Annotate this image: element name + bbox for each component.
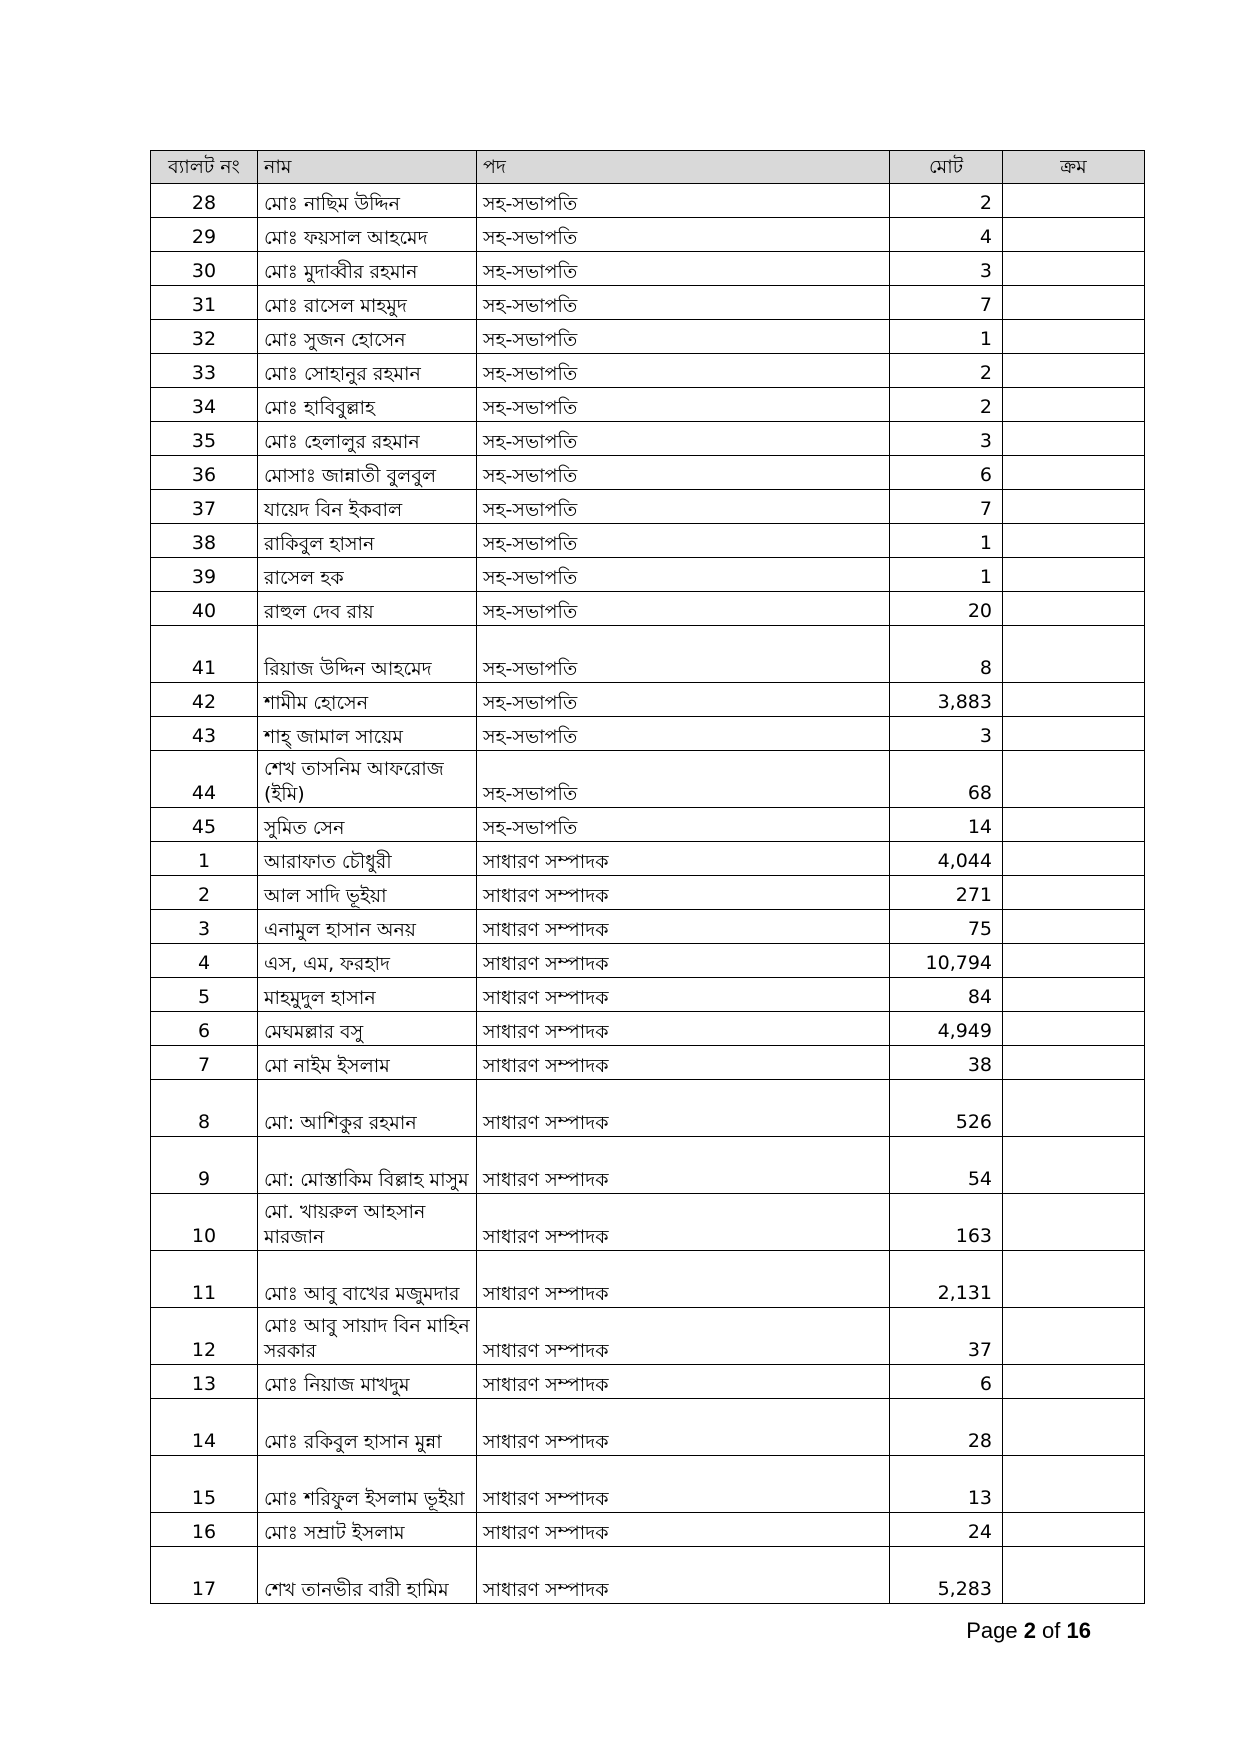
table-row bbox=[151, 524, 1145, 558]
ballot-cell: 35 bbox=[151, 422, 258, 456]
rank-cell bbox=[1003, 944, 1145, 978]
total-cell: 84 bbox=[890, 978, 1003, 1012]
total-cell: 3 bbox=[890, 422, 1003, 456]
post-cell: সহ-সভাপতি bbox=[477, 388, 890, 422]
post-cell: সহ-সভাপতি bbox=[477, 184, 890, 218]
table-row bbox=[151, 717, 1145, 751]
table-row bbox=[151, 320, 1145, 354]
rank-cell bbox=[1003, 1012, 1145, 1046]
post-cell: সাধারণ সম্পাদক bbox=[477, 910, 890, 944]
rank-cell bbox=[1003, 1194, 1145, 1251]
post-cell: সহ-সভাপতি bbox=[477, 218, 890, 252]
table-row bbox=[151, 978, 1145, 1012]
total-cell: 10,794 bbox=[890, 944, 1003, 978]
table-row bbox=[151, 876, 1145, 910]
table-row bbox=[151, 1365, 1145, 1399]
ballot-cell: 40 bbox=[151, 592, 258, 626]
total-cell: 3 bbox=[890, 252, 1003, 286]
total-cell: 75 bbox=[890, 910, 1003, 944]
total-cell: 526 bbox=[890, 1080, 1003, 1137]
total-cell: 37 bbox=[890, 1308, 1003, 1365]
rank-cell bbox=[1003, 717, 1145, 751]
ballot-cell: 9 bbox=[151, 1137, 258, 1194]
name-cell: শেখ তাসনিম আফরোজ (ইমি) bbox=[258, 751, 477, 808]
post-cell: সহ-সভাপতি bbox=[477, 558, 890, 592]
rank-cell bbox=[1003, 1456, 1145, 1513]
table-row bbox=[151, 751, 1145, 808]
ballot-cell: 12 bbox=[151, 1308, 258, 1365]
rank-cell bbox=[1003, 1046, 1145, 1080]
rank-cell bbox=[1003, 1547, 1145, 1604]
header-name: নাম bbox=[258, 151, 477, 184]
name-cell: যায়েদ বিন ইকবাল bbox=[258, 490, 477, 524]
ballot-cell: 34 bbox=[151, 388, 258, 422]
ballot-cell: 31 bbox=[151, 286, 258, 320]
post-cell: সাধারণ সম্পাদক bbox=[477, 978, 890, 1012]
rank-cell bbox=[1003, 388, 1145, 422]
ballot-cell: 43 bbox=[151, 717, 258, 751]
name-cell: মো: মোস্তাকিম বিল্লাহ মাসুম bbox=[258, 1137, 477, 1194]
ballot-cell: 1 bbox=[151, 842, 258, 876]
name-cell: মোসাঃ জান্নাতী বুলবুল bbox=[258, 456, 477, 490]
table-row bbox=[151, 944, 1145, 978]
post-cell: সাধারণ সম্পাদক bbox=[477, 1513, 890, 1547]
post-cell: সহ-সভাপতি bbox=[477, 524, 890, 558]
table-row bbox=[151, 1012, 1145, 1046]
name-cell: রাসেল হক bbox=[258, 558, 477, 592]
rank-cell bbox=[1003, 524, 1145, 558]
rank-cell bbox=[1003, 1137, 1145, 1194]
table-row bbox=[151, 592, 1145, 626]
ballot-cell: 42 bbox=[151, 683, 258, 717]
post-cell: সহ-সভাপতি bbox=[477, 683, 890, 717]
table-row bbox=[151, 184, 1145, 218]
name-cell: মোঃ রকিবুল হাসান মুন্না bbox=[258, 1399, 477, 1456]
table-row bbox=[151, 422, 1145, 456]
table-row bbox=[151, 1456, 1145, 1513]
ballot-cell: 45 bbox=[151, 808, 258, 842]
name-cell: এস, এম, ফরহাদ bbox=[258, 944, 477, 978]
total-cell: 5,283 bbox=[890, 1547, 1003, 1604]
name-cell: আল সাদি ভূইয়া bbox=[258, 876, 477, 910]
total-cell: 38 bbox=[890, 1046, 1003, 1080]
post-cell: সহ-সভাপতি bbox=[477, 320, 890, 354]
total-cell: 1 bbox=[890, 524, 1003, 558]
total-cell: 6 bbox=[890, 456, 1003, 490]
table-header-row bbox=[151, 151, 1145, 184]
name-cell: রাকিবুল হাসান bbox=[258, 524, 477, 558]
table-row bbox=[151, 456, 1145, 490]
table-row bbox=[151, 558, 1145, 592]
name-cell: মোঃ ফয়সাল আহমেদ bbox=[258, 218, 477, 252]
ballot-cell: 11 bbox=[151, 1251, 258, 1308]
name-cell: মোঃ আবু বাখের মজুমদার bbox=[258, 1251, 477, 1308]
total-cell: 54 bbox=[890, 1137, 1003, 1194]
rank-cell bbox=[1003, 1080, 1145, 1137]
name-cell: শামীম হোসেন bbox=[258, 683, 477, 717]
ballot-cell: 13 bbox=[151, 1365, 258, 1399]
ballot-cell: 4 bbox=[151, 944, 258, 978]
name-cell: মোঃ আবু সায়াদ বিন মাহিন সরকার bbox=[258, 1308, 477, 1365]
total-cell: 2 bbox=[890, 388, 1003, 422]
name-cell: মোঃ রাসেল মাহমুদ bbox=[258, 286, 477, 320]
ballot-cell: 39 bbox=[151, 558, 258, 592]
table-row bbox=[151, 683, 1145, 717]
post-cell: সাধারণ সম্পাদক bbox=[477, 1365, 890, 1399]
table-row bbox=[151, 388, 1145, 422]
ballot-cell: 14 bbox=[151, 1399, 258, 1456]
results-table bbox=[150, 150, 1145, 1604]
name-cell: মোঃ নাছিম উদ্দিন bbox=[258, 184, 477, 218]
post-cell: সাধারণ সম্পাদক bbox=[477, 1194, 890, 1251]
post-cell: সাধারণ সম্পাদক bbox=[477, 1137, 890, 1194]
table-row bbox=[151, 218, 1145, 252]
total-cell: 28 bbox=[890, 1399, 1003, 1456]
name-cell: মোঃ সম্রাট ইসলাম bbox=[258, 1513, 477, 1547]
table-row bbox=[151, 286, 1145, 320]
ballot-cell: 41 bbox=[151, 626, 258, 683]
table-body bbox=[151, 184, 1145, 1604]
ballot-cell: 17 bbox=[151, 1547, 258, 1604]
rank-cell bbox=[1003, 1251, 1145, 1308]
post-cell: সাধারণ সম্পাদক bbox=[477, 1080, 890, 1137]
name-cell: রাহুল দেব রায় bbox=[258, 592, 477, 626]
name-cell: মো: আশিকুর রহমান bbox=[258, 1080, 477, 1137]
rank-cell bbox=[1003, 910, 1145, 944]
table-row bbox=[151, 1080, 1145, 1137]
total-cell: 68 bbox=[890, 751, 1003, 808]
ballot-cell: 37 bbox=[151, 490, 258, 524]
total-cell: 14 bbox=[890, 808, 1003, 842]
ballot-cell: 7 bbox=[151, 1046, 258, 1080]
name-cell: মোঃ সোহানুর রহমান bbox=[258, 354, 477, 388]
total-pages: 16 bbox=[1066, 1618, 1091, 1643]
total-cell: 3,883 bbox=[890, 683, 1003, 717]
name-cell: মাহমুদুল হাসান bbox=[258, 978, 477, 1012]
post-cell: সহ-সভাপতি bbox=[477, 286, 890, 320]
rank-cell bbox=[1003, 808, 1145, 842]
total-cell: 24 bbox=[890, 1513, 1003, 1547]
ballot-cell: 44 bbox=[151, 751, 258, 808]
name-cell: সুমিত সেন bbox=[258, 808, 477, 842]
total-cell: 4,949 bbox=[890, 1012, 1003, 1046]
ballot-cell: 29 bbox=[151, 218, 258, 252]
post-cell: সহ-সভাপতি bbox=[477, 354, 890, 388]
table-row bbox=[151, 1513, 1145, 1547]
total-cell: 163 bbox=[890, 1194, 1003, 1251]
total-cell: 6 bbox=[890, 1365, 1003, 1399]
post-cell: সহ-সভাপতি bbox=[477, 626, 890, 683]
rank-cell bbox=[1003, 422, 1145, 456]
post-cell: সহ-সভাপতি bbox=[477, 422, 890, 456]
rank-cell bbox=[1003, 1365, 1145, 1399]
name-cell: মোঃ হাবিবুল্লাহ bbox=[258, 388, 477, 422]
total-cell: 2,131 bbox=[890, 1251, 1003, 1308]
ballot-cell: 36 bbox=[151, 456, 258, 490]
rank-cell bbox=[1003, 218, 1145, 252]
ballot-cell: 5 bbox=[151, 978, 258, 1012]
header-ballot-no: ব্যালট নং bbox=[151, 151, 258, 184]
name-cell: মো নাইম ইসলাম bbox=[258, 1046, 477, 1080]
name-cell: শেখ তানভীর বারী হামিম bbox=[258, 1547, 477, 1604]
rank-cell bbox=[1003, 490, 1145, 524]
post-cell: সহ-সভাপতি bbox=[477, 717, 890, 751]
post-cell: সহ-সভাপতি bbox=[477, 592, 890, 626]
post-cell: সাধারণ সম্পাদক bbox=[477, 842, 890, 876]
ballot-cell: 3 bbox=[151, 910, 258, 944]
post-cell: সাধারণ সম্পাদক bbox=[477, 876, 890, 910]
page-number bbox=[966, 1618, 1091, 1644]
table-row bbox=[151, 1137, 1145, 1194]
table-row bbox=[151, 842, 1145, 876]
name-cell: শাহ্ জামাল সায়েম bbox=[258, 717, 477, 751]
table-row bbox=[151, 626, 1145, 683]
post-cell: সহ-সভাপতি bbox=[477, 751, 890, 808]
ballot-cell: 38 bbox=[151, 524, 258, 558]
name-cell: রিয়াজ উদ্দিন আহমেদ bbox=[258, 626, 477, 683]
name-cell: মো. খায়রুল আহসান মারজান bbox=[258, 1194, 477, 1251]
header-rank: ক্রম bbox=[1003, 151, 1145, 184]
current-page: 2 bbox=[1023, 1618, 1036, 1643]
table-row bbox=[151, 490, 1145, 524]
total-cell: 271 bbox=[890, 876, 1003, 910]
post-cell: সাধারণ সম্পাদক bbox=[477, 1012, 890, 1046]
post-cell: সহ-সভাপতি bbox=[477, 490, 890, 524]
header-post: পদ bbox=[477, 151, 890, 184]
ballot-cell: 10 bbox=[151, 1194, 258, 1251]
table-row bbox=[151, 1251, 1145, 1308]
post-cell: সহ-সভাপতি bbox=[477, 456, 890, 490]
total-cell: 1 bbox=[890, 320, 1003, 354]
table-row bbox=[151, 1046, 1145, 1080]
ballot-cell: 16 bbox=[151, 1513, 258, 1547]
name-cell: মোঃ হেলালুর রহমান bbox=[258, 422, 477, 456]
total-cell: 7 bbox=[890, 286, 1003, 320]
total-cell: 4 bbox=[890, 218, 1003, 252]
total-cell: 4,044 bbox=[890, 842, 1003, 876]
table-row bbox=[151, 1399, 1145, 1456]
rank-cell bbox=[1003, 626, 1145, 683]
post-cell: সাধারণ সম্পাদক bbox=[477, 1547, 890, 1604]
rank-cell bbox=[1003, 683, 1145, 717]
table-row bbox=[151, 910, 1145, 944]
post-cell: সাধারণ সম্পাদক bbox=[477, 944, 890, 978]
post-cell: সাধারণ সম্পাদক bbox=[477, 1046, 890, 1080]
name-cell: মোঃ শরিফুল ইসলাম ভূইয়া bbox=[258, 1456, 477, 1513]
post-cell: সাধারণ সম্পাদক bbox=[477, 1399, 890, 1456]
rank-cell bbox=[1003, 286, 1145, 320]
name-cell: মোঃ সুজন হোসেন bbox=[258, 320, 477, 354]
total-cell: 8 bbox=[890, 626, 1003, 683]
post-cell: সাধারণ সম্পাদক bbox=[477, 1456, 890, 1513]
header-total: মোট bbox=[890, 151, 1003, 184]
name-cell: এনামুল হাসান অনয় bbox=[258, 910, 477, 944]
table-row bbox=[151, 1547, 1145, 1604]
rank-cell bbox=[1003, 252, 1145, 286]
table-row bbox=[151, 1308, 1145, 1365]
rank-cell bbox=[1003, 876, 1145, 910]
total-cell: 20 bbox=[890, 592, 1003, 626]
rank-cell bbox=[1003, 751, 1145, 808]
total-cell: 3 bbox=[890, 717, 1003, 751]
page-of: of bbox=[1035, 1618, 1067, 1643]
ballot-cell: 2 bbox=[151, 876, 258, 910]
rank-cell bbox=[1003, 184, 1145, 218]
table-row bbox=[151, 252, 1145, 286]
rank-cell bbox=[1003, 558, 1145, 592]
post-cell: সহ-সভাপতি bbox=[477, 808, 890, 842]
table-row bbox=[151, 808, 1145, 842]
ballot-cell: 28 bbox=[151, 184, 258, 218]
rank-cell bbox=[1003, 842, 1145, 876]
total-cell: 7 bbox=[890, 490, 1003, 524]
rank-cell bbox=[1003, 978, 1145, 1012]
total-cell: 1 bbox=[890, 558, 1003, 592]
ballot-cell: 8 bbox=[151, 1080, 258, 1137]
ballot-cell: 30 bbox=[151, 252, 258, 286]
table-row bbox=[151, 1194, 1145, 1251]
post-cell: সাধারণ সম্পাদক bbox=[477, 1251, 890, 1308]
rank-cell bbox=[1003, 1513, 1145, 1547]
rank-cell bbox=[1003, 456, 1145, 490]
ballot-cell: 33 bbox=[151, 354, 258, 388]
total-cell: 13 bbox=[890, 1456, 1003, 1513]
rank-cell bbox=[1003, 1308, 1145, 1365]
rank-cell bbox=[1003, 1399, 1145, 1456]
table-row bbox=[151, 354, 1145, 388]
name-cell: মেঘমল্লার বসু bbox=[258, 1012, 477, 1046]
page-prefix: Page bbox=[966, 1618, 1024, 1643]
total-cell: 2 bbox=[890, 184, 1003, 218]
rank-cell bbox=[1003, 354, 1145, 388]
rank-cell bbox=[1003, 320, 1145, 354]
post-cell: সহ-সভাপতি bbox=[477, 252, 890, 286]
post-cell: সাধারণ সম্পাদক bbox=[477, 1308, 890, 1365]
ballot-cell: 6 bbox=[151, 1012, 258, 1046]
ballot-cell: 32 bbox=[151, 320, 258, 354]
name-cell: মোঃ নিয়াজ মাখদুম bbox=[258, 1365, 477, 1399]
total-cell: 2 bbox=[890, 354, 1003, 388]
rank-cell bbox=[1003, 592, 1145, 626]
name-cell: মোঃ মুদাব্বীর রহমান bbox=[258, 252, 477, 286]
name-cell: আরাফাত চৌধুরী bbox=[258, 842, 477, 876]
ballot-cell: 15 bbox=[151, 1456, 258, 1513]
